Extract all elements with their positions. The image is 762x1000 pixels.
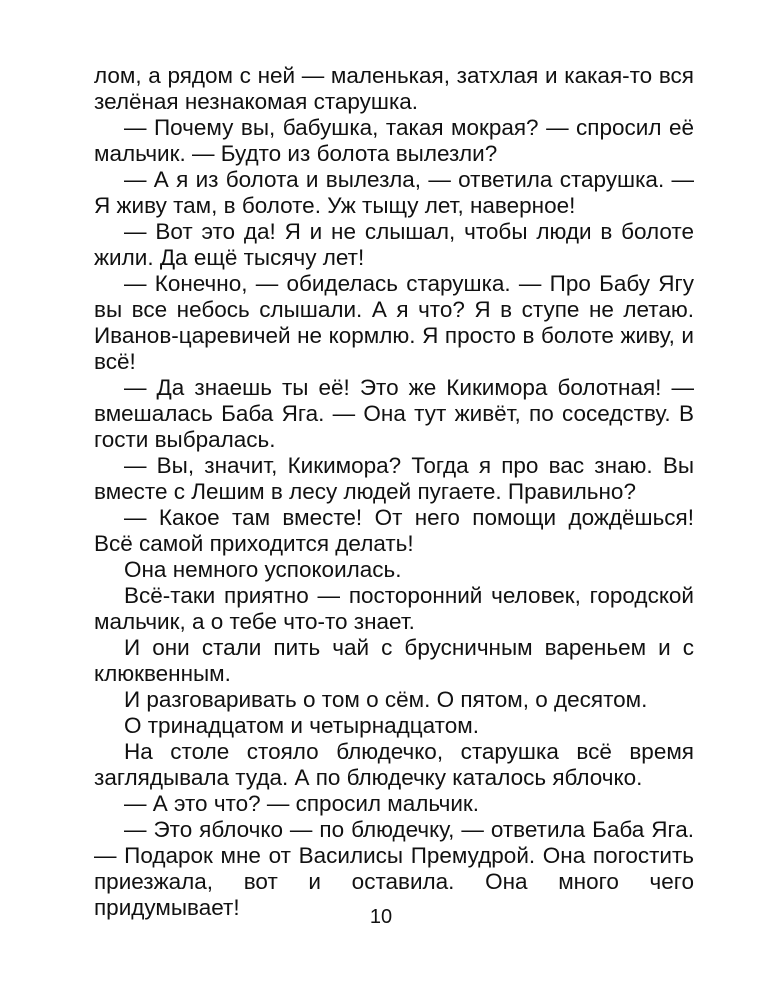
paragraph-6: — Да знаешь ты её! Это же Кикимора болотная! — вмешалась Баба Яга. — Она тут живёт, по соседству. В гости выбралась. bbox=[94, 375, 694, 452]
paragraph-8: — Какое там вместе! От него помощи дождёшься! Всё самой приходится делать! bbox=[94, 505, 694, 556]
paragraph-5: — Конечно, — обиделась старушка. — Про Бабу Ягу вы все небось слышали. А я что? Я в ступе не летаю. Иванов-царевичей не кормлю. Я просто в болоте живу, и всё! bbox=[94, 271, 694, 374]
paragraph-16: — Это яблочко — по блюдечку, — ответила Баба Яга. — Подарок мне от Василисы Премудрой. Она погостить приезжала, вот и оставила. Она много чего придумывает! bbox=[94, 817, 694, 920]
paragraph-14: На столе стояло блюдечко, старушка всё время заглядывала туда. А по блюдечку каталось яблочко. bbox=[94, 739, 694, 790]
paragraph-13: О тринадцатом и четырнадцатом. bbox=[124, 713, 479, 738]
paragraph-11: И они стали пить чай с брусничным вареньем и с клюквенным. bbox=[94, 635, 694, 686]
page-number: 10 bbox=[369, 906, 393, 928]
paragraph-2: — Почему вы, бабушка, такая мокрая? — спросил её мальчик. — Будто из болота вылезли? bbox=[94, 115, 694, 166]
paragraph-4: — Вот это да! Я и не слышал, чтобы люди в болоте жили. Да ещё тысячу лет! bbox=[94, 219, 694, 270]
paragraph-9: Она немного успокоилась. bbox=[124, 557, 402, 582]
paragraph-1: лом, а рядом с ней — маленькая, затхлая и какая-то вся зелёная незнакомая старушка. bbox=[94, 63, 694, 114]
paragraph-3: — А я из болота и вылезла, — ответила старушка. — Я живу там, в болоте. Уж тыщу лет, наверное! bbox=[94, 167, 694, 218]
paragraph-15: — А это что? — спросил мальчик. bbox=[124, 791, 479, 816]
paragraph-12: И разговаривать о том о сём. О пятом, о десятом. bbox=[124, 687, 648, 712]
paragraph-10: Всё-таки приятно — посторонний человек, городской мальчик, а о тебе что-то знает. bbox=[94, 583, 694, 634]
text-body bbox=[94, 63, 694, 921]
paragraph-7: — Вы, значит, Кикимора? Тогда я про вас знаю. Вы вместе с Лешим в лесу людей пугаете. Правильно? bbox=[94, 453, 694, 504]
